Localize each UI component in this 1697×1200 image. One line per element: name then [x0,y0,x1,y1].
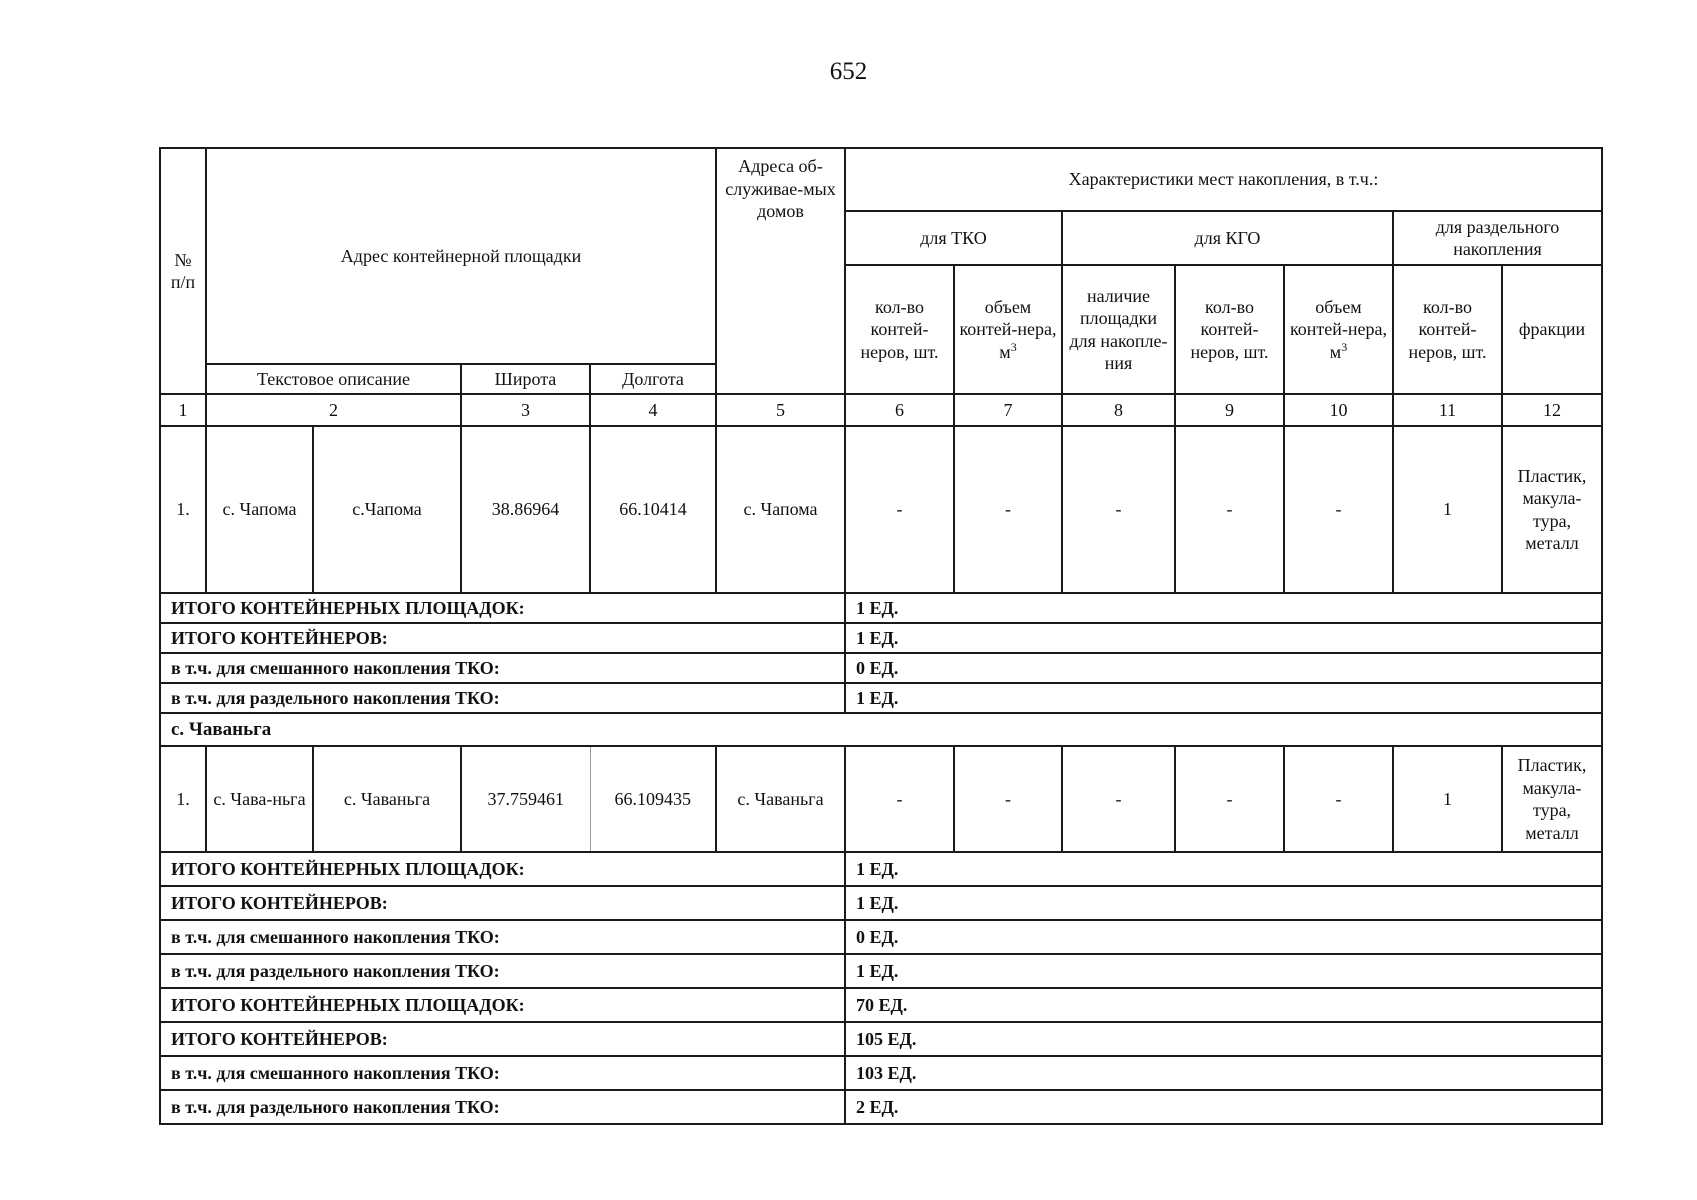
header-sep-count: кол-во контей-неров, шт. [1393,265,1502,394]
summary-value: 1 ЕД. [845,954,1602,988]
total-value: 70 ЕД. [845,988,1602,1022]
row-latitude: 38.86964 [461,426,590,593]
row-sep-count: 1 [1393,746,1502,852]
summary-row [160,653,1602,683]
summary-label: ИТОГО КОНТЕЙНЕРНЫХ ПЛОЩАДОК: [160,593,845,623]
col-number: 1 [160,394,206,426]
row-latitude: 37.759461 [461,746,590,852]
header-longitude: Долгота [590,364,716,394]
row-num: 1. [160,426,206,593]
row-text-description: с.Чапома [313,426,461,593]
summary-row [160,683,1602,713]
container-sites-table [159,147,1603,1125]
row-tko-count: - [845,746,954,852]
row-place: с. Чапома [206,426,313,593]
header-text-description: Текстовое описание [206,364,461,394]
header-served-addresses: Адреса об-служивае-мых домов [716,148,845,394]
summary-row [160,852,1602,886]
summary-label: ИТОГО КОНТЕЙНЕРОВ: [160,623,845,653]
summary-value: 1 ЕД. [845,683,1602,713]
total-value: 103 ЕД. [845,1056,1602,1090]
row-kgo-count: - [1175,426,1284,593]
total-row [160,1056,1602,1090]
total-row [160,1022,1602,1056]
row-served-address: с. Чаваньга [716,746,845,852]
summary-label: в т.ч. для раздельного накопления ТКО: [160,954,845,988]
summary-row [160,954,1602,988]
col-number: 2 [206,394,461,426]
summary-label: в т.ч. для смешанного накопления ТКО: [160,653,845,683]
total-value: 2 ЕД. [845,1090,1602,1124]
summary-row [160,920,1602,954]
col-number: 4 [590,394,716,426]
row-kgo-site: - [1062,746,1175,852]
row-num: 1. [160,746,206,852]
row-text-description: с. Чаваньга [313,746,461,852]
header-address: Адрес контейнерной площадки [206,148,716,364]
total-label: в т.ч. для раздельного накопления ТКО: [160,1090,845,1124]
header-kgo: для КГО [1062,211,1393,265]
col-number: 12 [1502,394,1602,426]
summary-row [160,593,1602,623]
header-kgo-count: кол-во контей-неров, шт. [1175,265,1284,394]
row-tko-volume: - [954,746,1062,852]
section-row [160,713,1602,746]
header-kgo-site: наличие площадки для накопле-ния [1062,265,1175,394]
row-kgo-volume: - [1284,746,1393,852]
total-row [160,1090,1602,1124]
page-number: 652 [829,58,868,85]
summary-row [160,623,1602,653]
col-number: 5 [716,394,845,426]
header-kgo-volume: объем контей-нера, $м^3$ [1284,265,1393,394]
header-latitude: Широта [461,364,590,394]
header-separate: для раздельного накопления [1393,211,1602,265]
summary-value: 0 ЕД. [845,653,1602,683]
col-number: 9 [1175,394,1284,426]
row-longitude: 66.109435 [590,746,716,852]
total-label: ИТОГО КОНТЕЙНЕРНЫХ ПЛОЩАДОК: [160,988,845,1022]
header-fractions: фракции [1502,265,1602,394]
row-fractions: Пластик, макула-тура, металл [1502,746,1602,852]
table-row [160,426,1602,593]
column-numbers-row [160,394,1602,426]
header-tko-count: кол-во контей-неров, шт. [845,265,954,394]
row-fractions: Пластик, макула-тура, металл [1502,426,1602,593]
total-label: в т.ч. для смешанного накопления ТКО: [160,1056,845,1090]
row-tko-volume: - [954,426,1062,593]
summary-value: 1 ЕД. [845,623,1602,653]
summary-value: 1 ЕД. [845,852,1602,886]
section-title: с. Чаваньга [160,713,1602,746]
row-kgo-count: - [1175,746,1284,852]
row-kgo-volume: - [1284,426,1393,593]
row-served-address: с. Чапома [716,426,845,593]
table-row [160,746,1602,852]
row-place: с. Чава-ньга [206,746,313,852]
summary-value: 0 ЕД. [845,920,1602,954]
total-value: 105 ЕД. [845,1022,1602,1056]
summary-label: ИТОГО КОНТЕЙНЕРОВ: [160,886,845,920]
total-row [160,988,1602,1022]
row-longitude: 66.10414 [590,426,716,593]
summary-label: в т.ч. для раздельного накопления ТКО: [160,683,845,713]
header-characteristics: Характеристики мест накопления, в т.ч.: [845,148,1602,211]
col-number: 7 [954,394,1062,426]
col-number: 3 [461,394,590,426]
summary-value: 1 ЕД. [845,886,1602,920]
summary-label: ИТОГО КОНТЕЙНЕРНЫХ ПЛОЩАДОК: [160,852,845,886]
col-number: 10 [1284,394,1393,426]
header-row-1 [160,148,1602,211]
col-number: 8 [1062,394,1175,426]
header-tko: для ТКО [845,211,1062,265]
header-tko-volume: объем контей-нера, $м^3$ [954,265,1062,394]
header-num: № п/п [160,148,206,394]
row-tko-count: - [845,426,954,593]
summary-row [160,886,1602,920]
col-number: 6 [845,394,954,426]
total-label: ИТОГО КОНТЕЙНЕРОВ: [160,1022,845,1056]
row-kgo-site: - [1062,426,1175,593]
row-sep-count: 1 [1393,426,1502,593]
col-number: 11 [1393,394,1502,426]
summary-label: в т.ч. для смешанного накопления ТКО: [160,920,845,954]
summary-value: 1 ЕД. [845,593,1602,623]
